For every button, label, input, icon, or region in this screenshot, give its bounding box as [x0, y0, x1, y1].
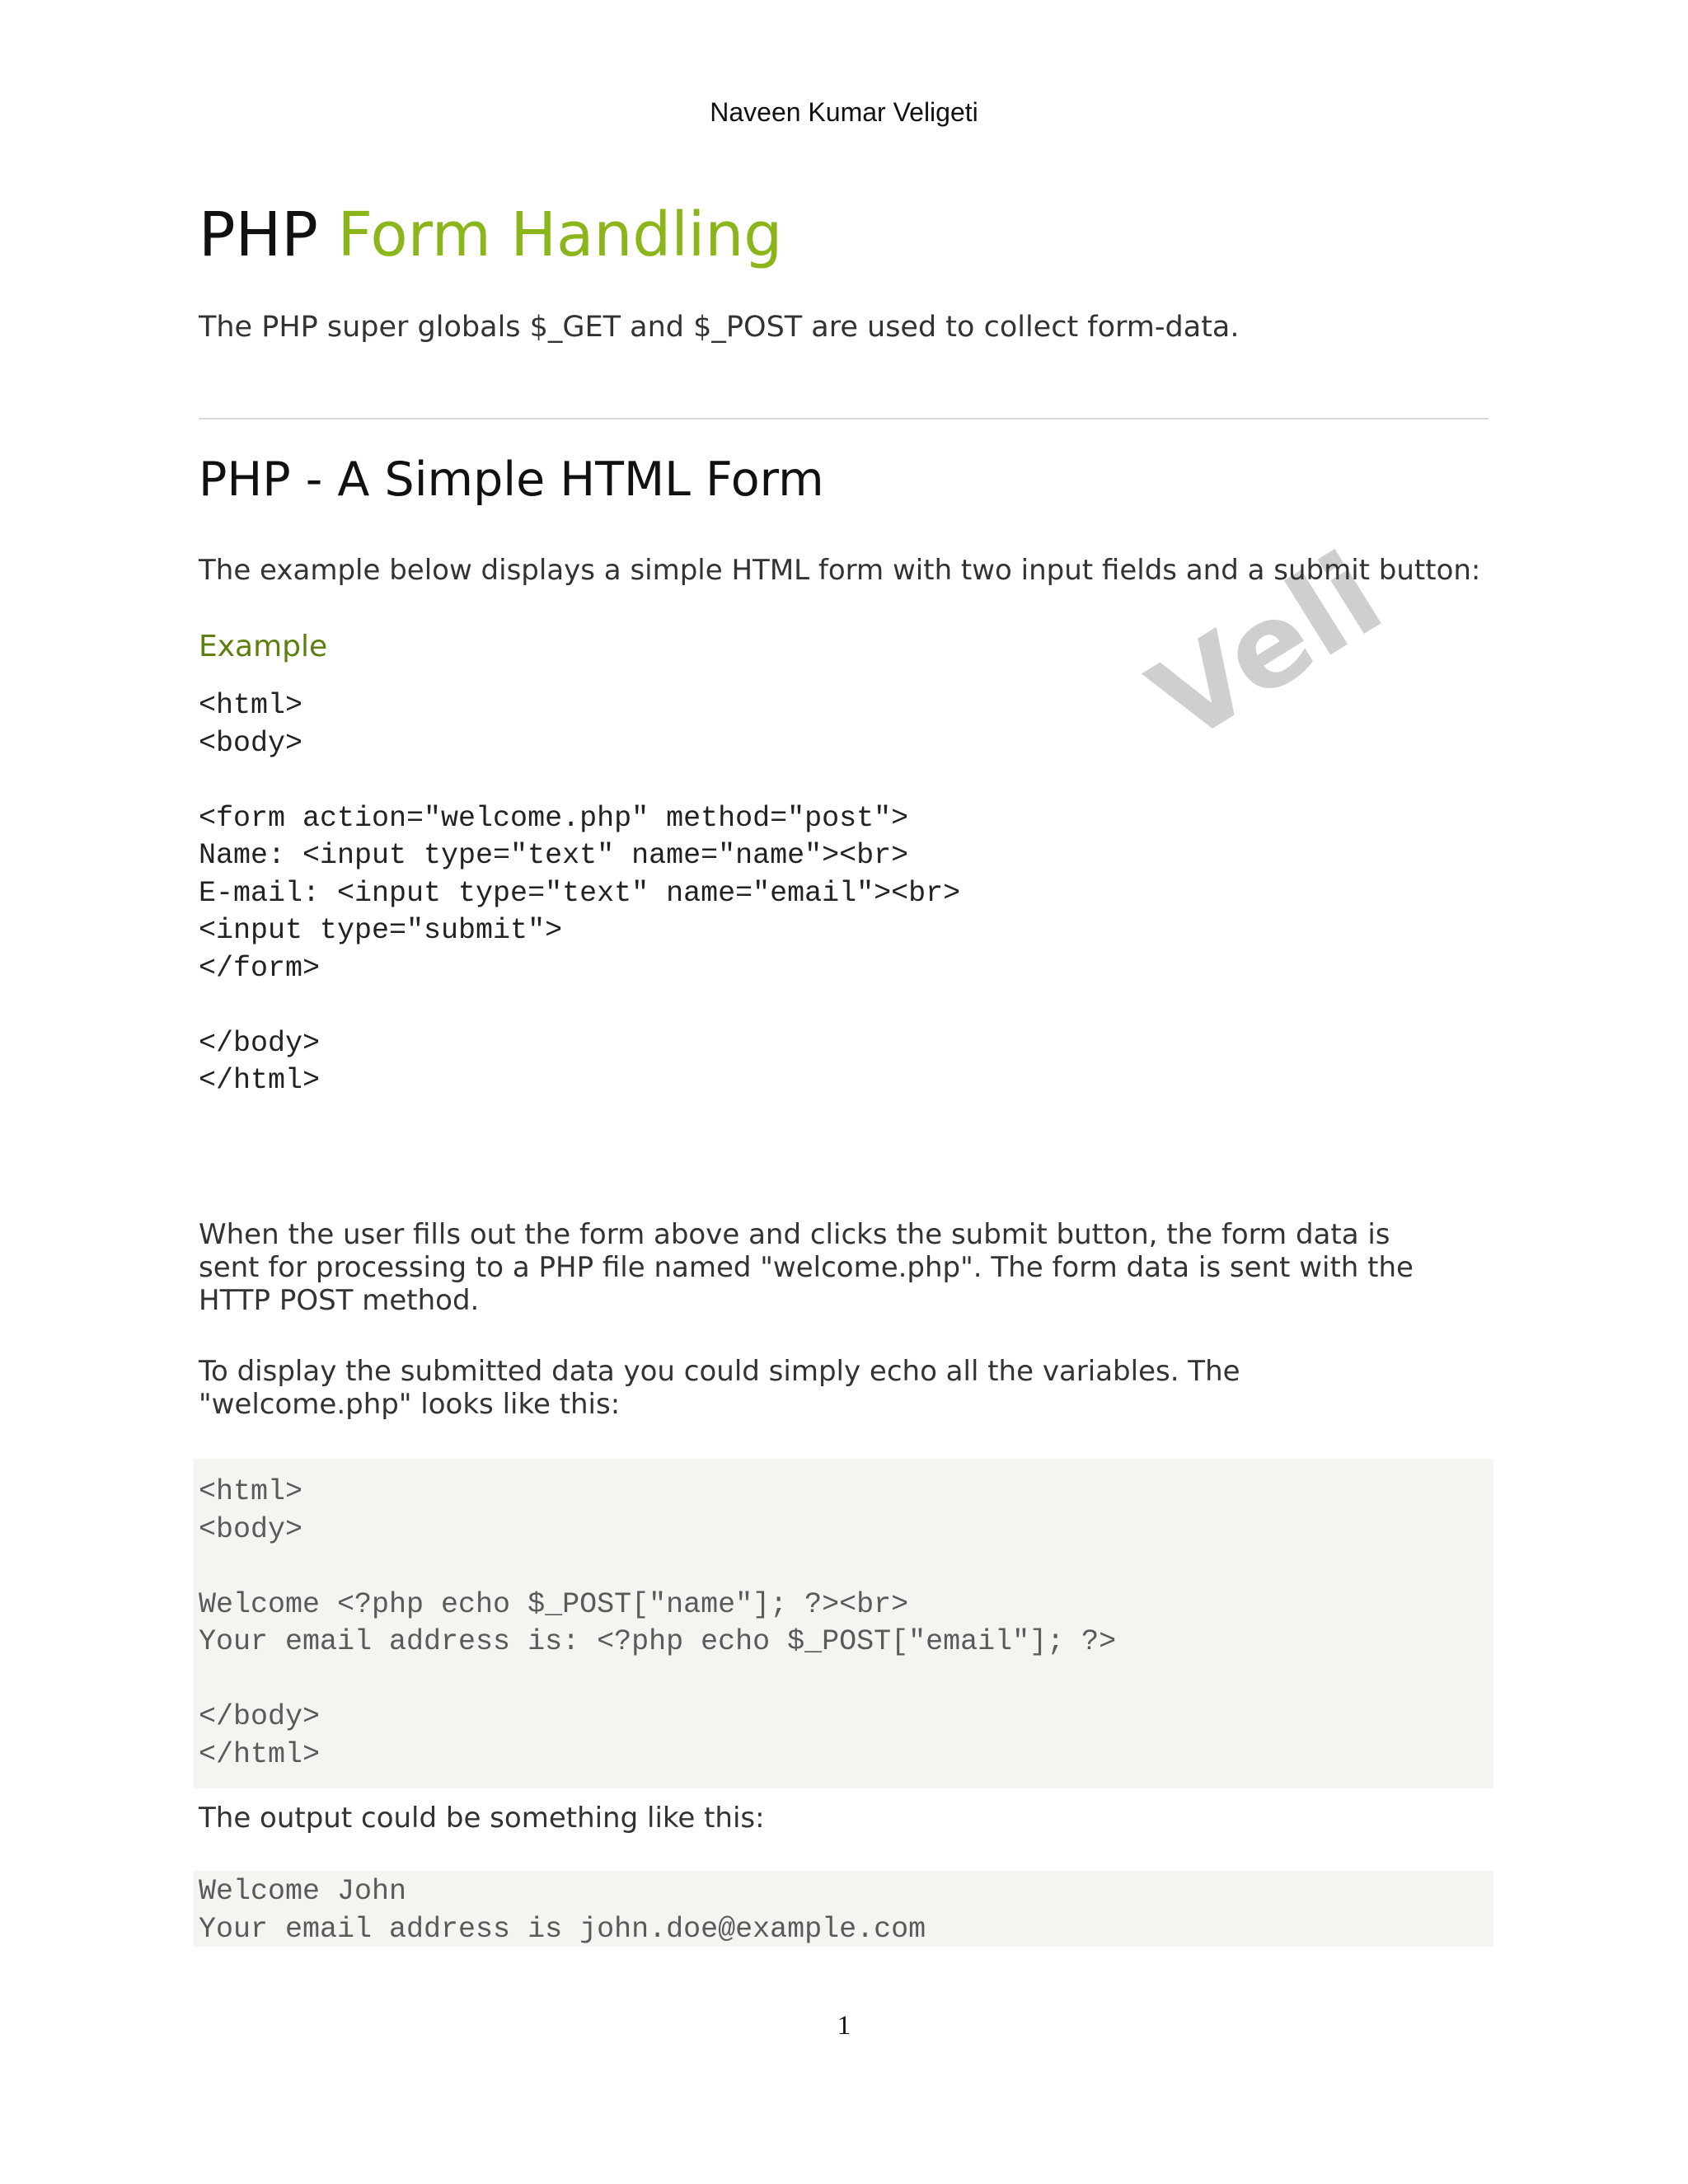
page-number: 1 [837, 2011, 851, 2041]
display-note-paragraph: To display the submitted data you could simply echo all the variables. The "welcome.php" looks like this: [199, 1355, 1240, 1421]
output-note-paragraph: The output could be something like this: [199, 1802, 765, 1835]
watermark-text: Veli [1129, 527, 1404, 770]
example-code-block: <html> <body> <form action="welcome.php" method="post"> Name: <input type="text" name="name"><br> E-mail: <input type="text" name="email"><br> <input type="submit"> </form> </body> </html> [199, 689, 961, 1097]
explanation-paragraph: When the user fills out the form above and clicks the submit button, the form data is sent for processing to a PHP file named "welcome.php". The form data is sent with the HTTP POST method. [199, 1218, 1414, 1317]
welcome-code-box [194, 1459, 1493, 1788]
watermark [1096, 527, 1459, 770]
section-title: PHP - A Simple HTML Form [199, 452, 824, 507]
section-description: The example below displays a simple HTML form with two input fields and a submit button: [199, 554, 1481, 587]
intro-paragraph: The PHP super globals $_GET and $_POST are used to collect form-data. [199, 311, 1240, 344]
page-title-accent: Form Handling [337, 199, 783, 270]
output-code-block: Welcome John Your email address is john.doe@example.com [199, 1875, 926, 1946]
page-title [199, 198, 782, 272]
section-divider [199, 418, 1489, 419]
welcome-code-block: <html> <body> Welcome <?php echo $_POST["name"]; ?><br> Your email address is: <?php echo $_POST["email"]; ?> </body> </html> [199, 1475, 1117, 1771]
page-header-author: Naveen Kumar Veligeti [710, 97, 978, 127]
output-code-box [194, 1871, 1493, 1947]
example-label: Example [199, 630, 328, 663]
page-title-prefix: PHP [199, 199, 318, 270]
